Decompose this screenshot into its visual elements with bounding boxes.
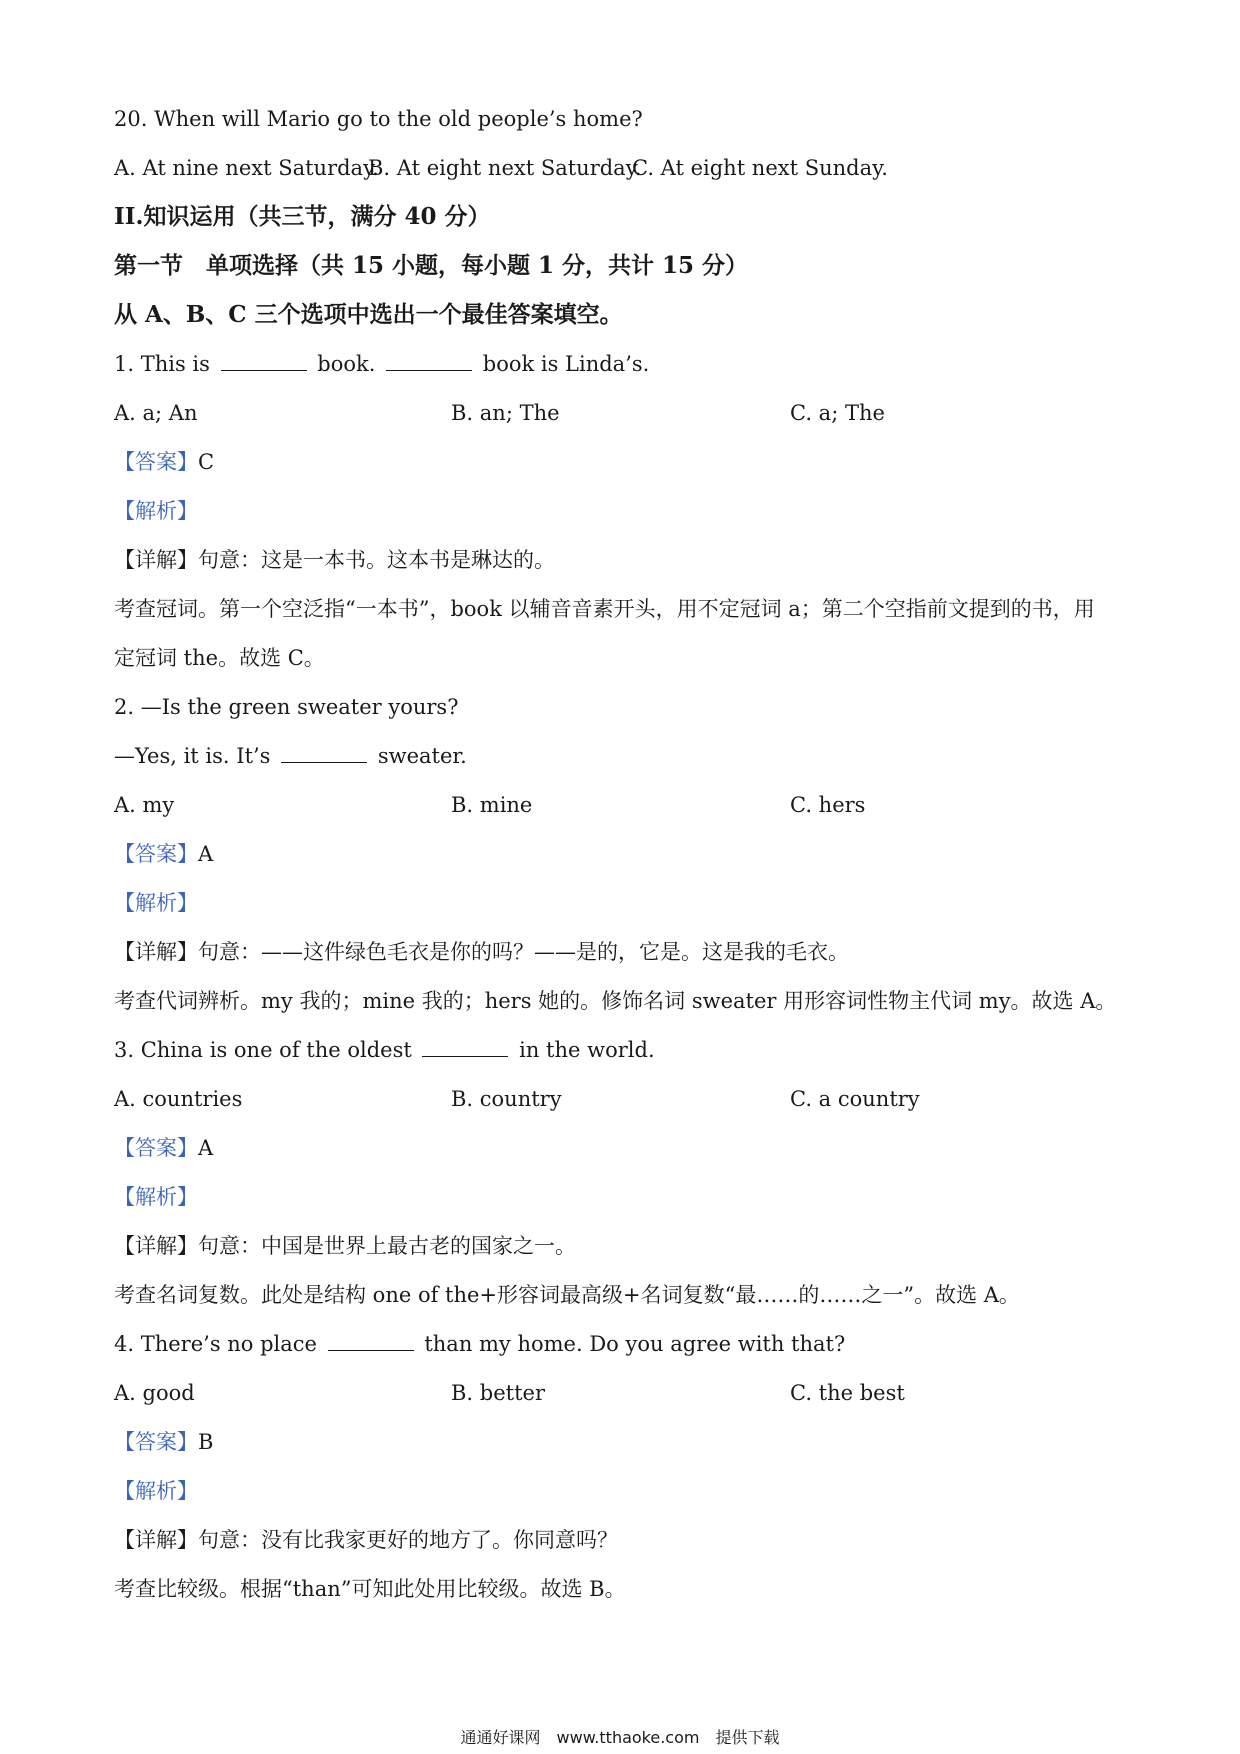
detail-text: 句意：这是一本书。这本书是琳达的。 [198, 548, 555, 572]
q20-option-c: C. At eight next Sunday. [632, 156, 888, 180]
detail-text: 句意：中国是世界上最古老的国家之一。 [198, 1234, 576, 1258]
q2-detail [114, 938, 849, 966]
page-footer: 通通好课网 www.tthaoke.com 提供下载 [460, 1728, 780, 1747]
question-4-stem [114, 1330, 845, 1358]
question-1-stem [114, 350, 649, 378]
answer-value: C [198, 450, 215, 474]
stem-text: 3. China is one of the oldest [114, 1038, 419, 1062]
q1-explain-line-2: 定冠词 the。故选 C。 [114, 646, 325, 670]
q3-option-c: C. a country [790, 1087, 920, 1111]
answer-blank [221, 352, 307, 371]
question-2-stem: 2. —Is the green sweater yours? [114, 695, 459, 719]
stem-text: sweater. [371, 744, 467, 768]
question-2-stem-reply [114, 742, 467, 770]
q1-option-c: C. a; The [790, 401, 885, 425]
section-instruction: 从 A、B、C 三个选项中选出一个最佳答案填空。 [114, 301, 623, 328]
answer-blank [281, 744, 367, 763]
answer-tag: 【答案】 [114, 842, 198, 866]
q4-explain-line-1: 考查比较级。根据“than”可知此处用比较级。故选 B。 [114, 1577, 626, 1601]
answer-value: B [198, 1430, 214, 1454]
section-subtitle: 第一节 单项选择（共 15 小题，每小题 1 分，共计 15 分） [114, 252, 749, 279]
stem-text: 4. There’s no place [114, 1332, 324, 1356]
stem-text: 1. This is [114, 352, 217, 376]
q1-detail [114, 546, 555, 574]
q3-detail [114, 1232, 576, 1260]
q2-explain-line-1: 考查代词辨析。my 我的；mine 我的；hers 她的。修饰名词 sweater 用形容词性物主代词 my。故选 A。 [114, 989, 1117, 1013]
detail-text: 句意：没有比我家更好的地方了。你同意吗？ [198, 1528, 618, 1552]
answer-blank [386, 352, 472, 371]
question-3-stem [114, 1036, 655, 1064]
q4-option-b: B. better [451, 1381, 545, 1405]
q1-option-a: A. a; An [114, 401, 198, 425]
q20-option-b: B. At eight next Saturday. [368, 156, 642, 180]
q2-answer [114, 840, 213, 868]
q4-option-a: A. good [114, 1381, 195, 1405]
q4-detail [114, 1526, 618, 1554]
detail-tag: 【详解】 [114, 940, 198, 964]
q4-analysis-tag: 【解析】 [114, 1479, 198, 1503]
q3-option-b: B. country [451, 1087, 562, 1111]
q2-option-c: C. hers [790, 793, 866, 817]
answer-tag: 【答案】 [114, 1136, 198, 1160]
part-title: II.知识运用（共三节，满分 40 分） [114, 203, 491, 230]
stem-text: in the world. [512, 1038, 655, 1062]
answer-blank [422, 1038, 508, 1057]
q3-answer [114, 1134, 213, 1162]
answer-value: A [198, 842, 214, 866]
answer-tag: 【答案】 [114, 1430, 198, 1454]
answer-value: A [198, 1136, 214, 1160]
answer-tag: 【答案】 [114, 450, 198, 474]
stem-text: —Yes, it is. It’s [114, 744, 278, 768]
q2-option-b: B. mine [451, 793, 533, 817]
q1-explain-line-1: 考查冠词。第一个空泛指“一本书”，book 以辅音音素开头，用不定冠词 a；第二个空指前文提到的书，用 [114, 597, 1095, 621]
answer-blank [328, 1332, 414, 1351]
stem-text: than my home. Do you agree with that? [417, 1332, 846, 1356]
q1-answer [114, 448, 214, 476]
question-20-stem: 20. When will Mario go to the old people’s home? [114, 107, 643, 131]
detail-tag: 【详解】 [114, 1528, 198, 1552]
detail-tag: 【详解】 [114, 1234, 198, 1258]
stem-text: book. [310, 352, 383, 376]
q3-option-a: A. countries [114, 1087, 243, 1111]
q2-analysis-tag: 【解析】 [114, 891, 198, 915]
detail-tag: 【详解】 [114, 548, 198, 572]
q3-explain-line-1: 考查名词复数。此处是结构 one of the+形容词最高级+名词复数“最……的……之一”。故选 A。 [114, 1283, 1020, 1307]
q4-answer [114, 1428, 213, 1456]
detail-text: 句意：——这件绿色毛衣是你的吗？——是的，它是。这是我的毛衣。 [198, 940, 849, 964]
q1-option-b: B. an; The [451, 401, 560, 425]
q4-option-c: C. the best [790, 1381, 905, 1405]
q20-option-a: A. At nine next Saturday. [114, 156, 379, 180]
q1-analysis-tag: 【解析】 [114, 499, 198, 523]
stem-text: book is Linda’s. [476, 352, 650, 376]
q2-option-a: A. my [114, 793, 175, 817]
q3-analysis-tag: 【解析】 [114, 1185, 198, 1209]
